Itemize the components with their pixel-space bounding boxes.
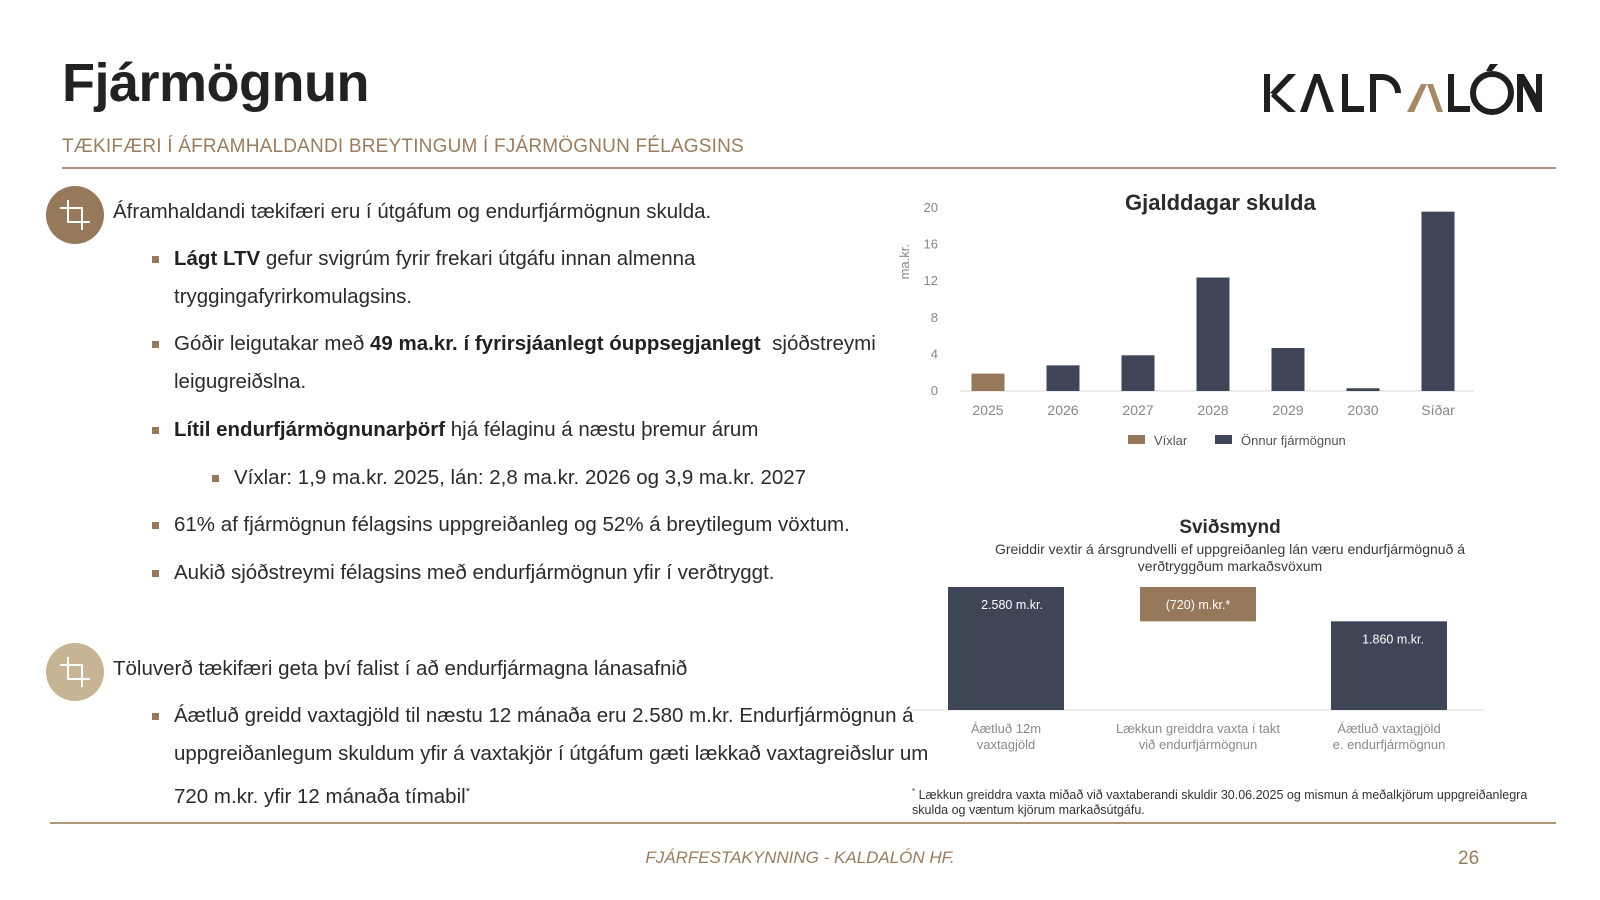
bullet-text: Góðir leigutakar með bbox=[174, 332, 370, 355]
maturity-bar-chart bbox=[897, 200, 1528, 470]
bullet-text: gefur svigrúm fyrir frekari útgáfu innan almenna tryggingafyrirkomulagsins. bbox=[174, 247, 696, 308]
legend-swatch bbox=[1215, 435, 1232, 444]
bar-onnur-Síðar bbox=[1422, 212, 1455, 391]
list-item bbox=[174, 697, 934, 816]
footnote-marker: * bbox=[465, 786, 470, 798]
bullet-bold-text: Lágt LTV bbox=[174, 247, 261, 270]
y-tick-label: 8 bbox=[930, 309, 938, 325]
section1-lead: Áframhaldandi tækifæri eru í útgáfum og endurfjármögnun skulda. bbox=[113, 200, 712, 223]
frame-icon bbox=[46, 643, 104, 701]
kaldalon-logo bbox=[1262, 62, 1544, 122]
bullet-icon bbox=[212, 475, 219, 482]
legend-swatch bbox=[1128, 435, 1145, 444]
section2-lead: Töluverð tækifæri geta því falist í að endurfjármagna lánasafnið bbox=[113, 657, 688, 680]
footnote-marker: * bbox=[912, 787, 916, 796]
y-axis-label: ma.kr. bbox=[897, 244, 912, 280]
list-item bbox=[174, 411, 914, 449]
bullet-text: sjóðstreymi leigugreiðslna. bbox=[174, 332, 882, 393]
footer-divider bbox=[50, 822, 1556, 824]
sub-list-item bbox=[234, 459, 974, 497]
bullet-text: 61% af fjármögnun félagsins uppgreiðanleg og 52% á breytilegum vöxtum. bbox=[174, 513, 850, 536]
x-tick-label: 2027 bbox=[1122, 402, 1154, 418]
bullet-icon bbox=[152, 713, 159, 720]
chart2-subtitle: Greiddir vextir á ársgrundvelli ef uppgreiðanleg lán væru endurfjármögnuð á verðtryggðum markaðsvöxum bbox=[994, 541, 1466, 574]
x-tick-label: við endurfjármögnun bbox=[1138, 737, 1258, 752]
bar-onnur-2030 bbox=[1347, 388, 1380, 391]
data-label: 1.860 m.kr. bbox=[1362, 632, 1424, 647]
page-number: 26 bbox=[1458, 848, 1480, 869]
x-tick-label: Áætluð vaxtagjöld bbox=[1337, 721, 1441, 736]
y-tick-label: 4 bbox=[930, 346, 938, 362]
bullet-text: Áætluð greidd vaxtagjöld til næstu 12 mánaða eru 2.580 m.kr. Endurfjármögnun á uppgreiðanlegum skuldum yfir á vaxtakjör í útgáfum gæti lækkað vaxtagreiðslur um 720 m.kr. yfir 12 mánaða tímabil bbox=[174, 704, 929, 808]
x-tick-label: Áætluð 12m bbox=[970, 721, 1042, 736]
header-divider bbox=[62, 167, 1556, 169]
x-tick-label: 2030 bbox=[1347, 402, 1379, 418]
x-tick-label: 2029 bbox=[1272, 402, 1304, 418]
bullet-icon bbox=[152, 341, 159, 348]
bullet-icon bbox=[152, 256, 159, 263]
bar-onnur-2028 bbox=[1197, 278, 1230, 391]
x-tick-label: Síðar bbox=[1421, 402, 1455, 418]
list-item bbox=[174, 554, 914, 592]
bullet-bold-text: 49 ma.kr. í fyrirsjáanlegt óuppsegjanlegt bbox=[369, 332, 761, 355]
bar-onnur-2029 bbox=[1272, 348, 1305, 391]
bullet-icon bbox=[152, 427, 159, 434]
legend-label: Víxlar bbox=[1154, 433, 1188, 448]
x-tick-label: Lækkun greiddra vaxta í takt bbox=[1115, 721, 1281, 736]
frame-icon bbox=[46, 186, 104, 244]
bar-onnur-2027 bbox=[1122, 355, 1155, 391]
chart1-title: Gjalddagar skulda bbox=[1125, 190, 1316, 215]
x-tick-label: 2028 bbox=[1197, 402, 1229, 418]
bar-vixlar-2025 bbox=[972, 374, 1005, 391]
x-tick-label: e. endurfjármögnun bbox=[1332, 737, 1446, 752]
bar-onnur-2026 bbox=[1047, 365, 1080, 391]
list-item bbox=[174, 506, 914, 544]
page-subtitle: TÆKIFÆRI Í ÁFRAMHALDANDI BREYTINGUM Í FJÁRMÖGNUN FÉLAGSINS bbox=[62, 136, 744, 157]
y-tick-label: 12 bbox=[923, 273, 938, 289]
data-label: 2.580 m.kr. bbox=[981, 598, 1043, 612]
x-tick-label: 2025 bbox=[972, 402, 1004, 418]
bullet-icon bbox=[152, 570, 159, 577]
footer-text: FJÁRFESTAKYNNING - KALDALÓN HF. bbox=[645, 848, 955, 867]
bullet-text: Víxlar: 1,9 ma.kr. 2025, lán: 2,8 ma.kr. 2026 og 3,9 ma.kr. 2027 bbox=[234, 466, 807, 489]
x-tick-label: vaxtagjöld bbox=[976, 737, 1036, 752]
legend-label: Önnur fjármögnun bbox=[1241, 433, 1346, 448]
chart2-title: Sviðsmynd bbox=[1179, 517, 1281, 538]
x-tick-label: 2026 bbox=[1047, 402, 1079, 418]
data-label: (720) m.kr.* bbox=[1165, 598, 1231, 612]
footnote bbox=[912, 784, 1532, 818]
page-title: Fjármögnun bbox=[62, 53, 369, 113]
y-tick-label: 16 bbox=[923, 236, 938, 252]
scenario-waterfall-chart bbox=[912, 590, 1528, 780]
bullet-text: Aukið sjóðstreymi félagsins með endurfjármögnun yfir í verðtryggt. bbox=[174, 561, 775, 584]
bullet-bold-text: Lítil endurfjármögnunarþörf bbox=[174, 418, 446, 441]
bullet-icon bbox=[152, 522, 159, 529]
y-tick-label: 0 bbox=[930, 383, 938, 398]
footnote-text: Lækkun greiddra vaxta miðað við vaxtaberandi skuldir 30.06.2025 og mismun á meðalkjörum uppgreiðanlegra skulda og væntum kjörum markaðsútgáfu. bbox=[912, 788, 1528, 818]
bullet-text: hjá félaginu á næstu þremur árum bbox=[445, 418, 759, 441]
list-item bbox=[174, 240, 914, 316]
list-item bbox=[174, 325, 914, 401]
y-tick-label: 20 bbox=[923, 200, 938, 215]
